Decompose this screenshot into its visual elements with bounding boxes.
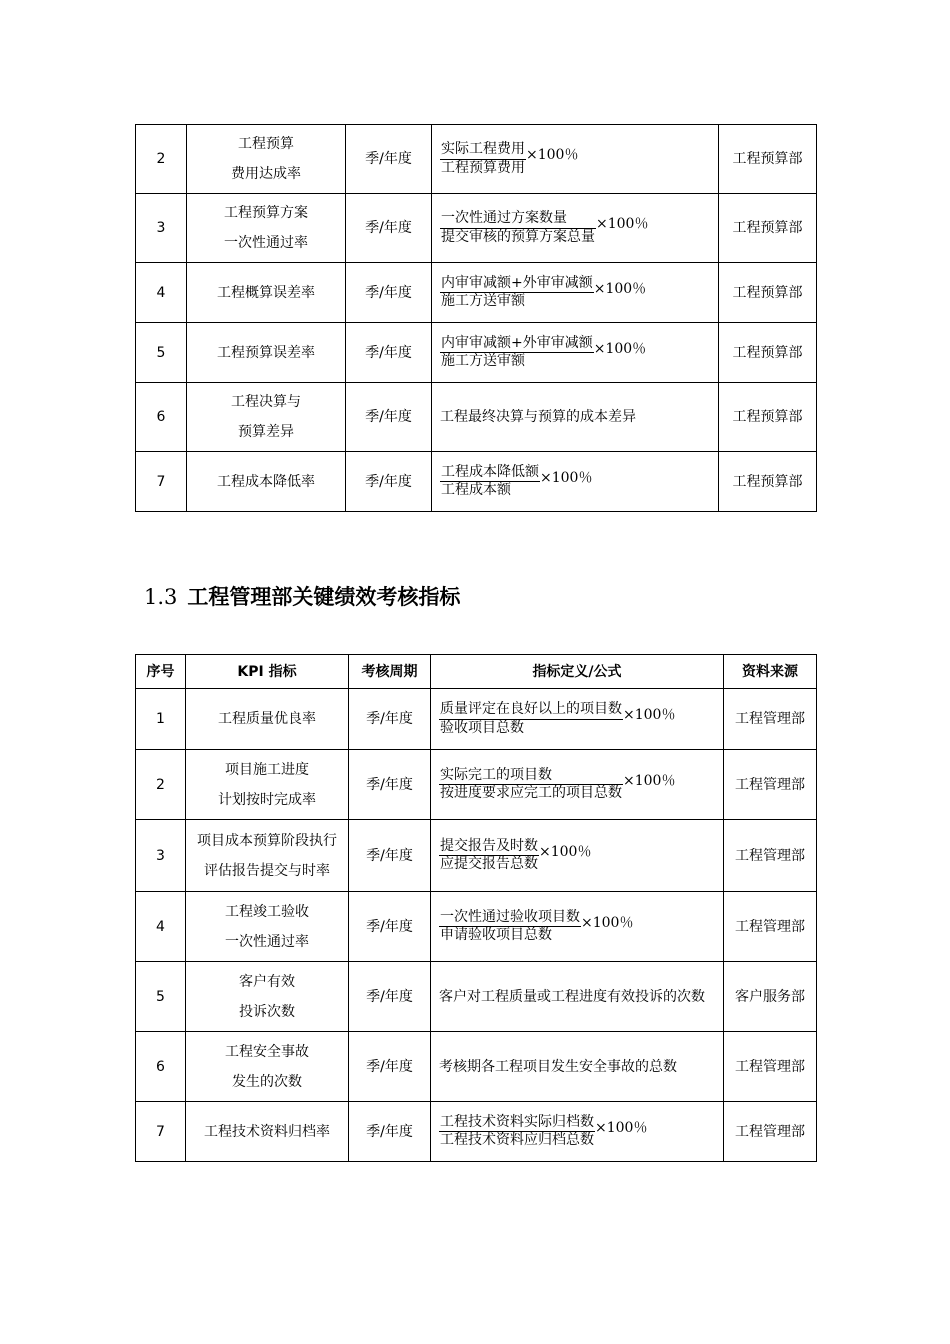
period-cell: 季/年度 <box>346 194 432 263</box>
table-row <box>136 125 817 194</box>
source-department-cell: 工程管理部 <box>724 689 817 750</box>
formula-denominator: 工程预算费用 <box>441 159 525 176</box>
definition-cell <box>431 962 724 1032</box>
kpi-name-line: 一次性通过率 <box>224 235 308 251</box>
kpi-name-line: 工程预算 <box>238 136 294 152</box>
header-period: 考核周期 <box>349 655 431 689</box>
kpi-name-line: 投诉次数 <box>239 1003 295 1020</box>
formula-numerator: 实际工程费用 <box>440 141 526 160</box>
source-department-cell: 客户服务部 <box>724 962 817 1032</box>
source-department-cell: 工程管理部 <box>724 892 817 962</box>
kpi-name-cell <box>186 1102 349 1162</box>
definition-cell <box>431 1032 724 1102</box>
formula-fraction <box>439 838 539 874</box>
definition-text: 考核期各工程项目发生安全事故的总数 <box>439 1058 677 1075</box>
formula-denominator: 工程成本额 <box>441 482 511 498</box>
formula-numerator: 内审审减额+外审审减额 <box>440 275 594 294</box>
formula-numerator: 一次性通过验收项目数 <box>439 909 581 928</box>
row-number-cell: 7 <box>136 1102 186 1162</box>
period-cell: 季/年度 <box>349 1032 431 1102</box>
period-cell: 季/年度 <box>346 452 432 512</box>
kpi-name-line: 评估报告提交与时率 <box>204 862 330 879</box>
table-row <box>136 323 817 383</box>
definition-text: 工程最终决算与预算的成本差异 <box>440 409 636 425</box>
kpi-name-cell <box>186 689 349 750</box>
definition-cell <box>432 125 719 194</box>
kpi-name-cell <box>187 263 346 323</box>
formula-numerator: 工程技术资料实际归档数 <box>439 1114 595 1133</box>
formula-fraction <box>439 701 623 737</box>
source-department-cell: 工程管理部 <box>724 1032 817 1102</box>
kpi-name-cell <box>186 1032 349 1102</box>
table-row <box>136 962 817 1032</box>
header-source: 资料来源 <box>724 655 817 689</box>
row-number-cell: 4 <box>136 263 187 323</box>
kpi-name-line: 工程预算方案 <box>224 205 308 221</box>
source-department-cell: 工程管理部 <box>724 750 817 820</box>
formula-denominator: 按进度要求应完工的项目总数 <box>440 785 622 801</box>
table-row <box>136 820 817 892</box>
definition-cell <box>432 383 719 452</box>
kpi-name-line: 工程竣工验收 <box>225 903 309 920</box>
row-number-cell: 2 <box>136 125 187 194</box>
formula-multiplier: ×100％ <box>540 469 593 486</box>
table-body <box>136 125 817 512</box>
formula-multiplier: ×100％ <box>593 340 647 357</box>
table-row <box>136 689 817 750</box>
source-department-cell: 工程管理部 <box>724 820 817 892</box>
kpi-name-line: 工程概算误差率 <box>217 284 315 301</box>
formula-numerator: 提交报告及时数 <box>439 838 539 857</box>
kpi-name-line: 费用达成率 <box>231 166 301 182</box>
kpi-name-cell <box>186 750 349 820</box>
row-number-cell: 7 <box>136 452 187 512</box>
table-body <box>136 689 817 1162</box>
definition-cell <box>432 452 719 512</box>
period-cell: 季/年度 <box>346 323 432 383</box>
definition-text: 客户对工程质量或工程进度有效投诉的次数 <box>439 988 705 1005</box>
kpi-name-line: 工程成本降低率 <box>217 473 315 490</box>
definition-cell <box>431 1102 724 1162</box>
formula-multiplier: ×100％ <box>623 772 676 789</box>
source-department-cell: 工程预算部 <box>719 452 817 512</box>
table-header-row <box>136 655 817 689</box>
row-number-cell: 6 <box>136 383 187 452</box>
formula-fraction <box>439 767 623 803</box>
row-number-cell: 2 <box>136 750 186 820</box>
formula-multiplier: ×100％ <box>526 147 579 163</box>
kpi-name-cell <box>187 452 346 512</box>
row-number-cell: 3 <box>136 194 187 263</box>
formula-denominator: 验收项目总数 <box>440 719 524 736</box>
period-cell: 季/年度 <box>349 750 431 820</box>
kpi-name-cell <box>187 194 346 263</box>
formula-fraction <box>440 210 596 246</box>
formula-fraction <box>440 141 526 177</box>
kpi-name-line: 工程质量优良率 <box>218 711 316 727</box>
table-row <box>136 1032 817 1102</box>
table-row <box>136 263 817 323</box>
header-definition: 指标定义/公式 <box>431 655 724 689</box>
formula-denominator: 工程技术资料应归档总数 <box>440 1132 594 1148</box>
kpi-name-line: 发生的次数 <box>232 1073 302 1090</box>
row-number-cell: 1 <box>136 689 186 750</box>
period-cell: 季/年度 <box>349 689 431 750</box>
period-cell: 季/年度 <box>346 125 432 194</box>
kpi-name-cell <box>187 125 346 194</box>
formula-fraction <box>440 275 594 311</box>
formula-numerator: 工程成本降低额 <box>440 464 540 483</box>
row-number-cell: 4 <box>136 892 186 962</box>
formula-denominator: 施工方送审额 <box>441 293 525 309</box>
definition-cell <box>432 194 719 263</box>
formula-multiplier: ×100％ <box>539 843 592 860</box>
period-cell: 季/年度 <box>349 962 431 1032</box>
section-title: 工程管理部关键绩效考核指标 <box>187 585 461 609</box>
definition-cell <box>432 263 719 323</box>
table-row <box>136 1102 817 1162</box>
table-row <box>136 892 817 962</box>
period-cell: 季/年度 <box>349 820 431 892</box>
formula-denominator: 申请验收项目总数 <box>440 927 552 943</box>
formula-fraction <box>439 909 581 945</box>
row-number-cell: 6 <box>136 1032 186 1102</box>
source-department-cell: 工程预算部 <box>719 263 817 323</box>
source-department-cell: 工程预算部 <box>719 125 817 194</box>
formula-multiplier: ×100％ <box>623 707 676 723</box>
kpi-table-engineering-budget <box>135 124 817 512</box>
table-row <box>136 194 817 263</box>
formula-multiplier: ×100％ <box>596 216 649 232</box>
definition-cell <box>431 689 724 750</box>
kpi-name-cell <box>187 323 346 383</box>
kpi-name-line: 客户有效 <box>239 973 295 990</box>
definition-cell <box>431 892 724 962</box>
formula-fraction <box>440 464 540 500</box>
period-cell: 季/年度 <box>346 263 432 323</box>
kpi-name-line: 一次性通过率 <box>225 933 309 950</box>
period-cell: 季/年度 <box>349 1102 431 1162</box>
formula-multiplier: ×100％ <box>593 280 647 297</box>
source-department-cell: 工程预算部 <box>719 323 817 383</box>
formula-denominator: 施工方送审额 <box>441 353 525 369</box>
formula-numerator: 内审审减额+外审审减额 <box>440 335 594 354</box>
formula-fraction <box>439 1114 595 1150</box>
section-heading <box>144 581 460 611</box>
source-department-cell: 工程管理部 <box>724 1102 817 1162</box>
row-number-cell: 3 <box>136 820 186 892</box>
formula-fraction <box>440 335 594 371</box>
kpi-name-cell <box>186 820 349 892</box>
header-kpi: KPI 指标 <box>186 655 349 689</box>
kpi-name-cell <box>187 383 346 452</box>
kpi-name-line: 项目成本预算阶段执行 <box>197 832 337 849</box>
kpi-name-line: 工程决算与 <box>231 394 301 410</box>
formula-denominator: 提交审核的预算方案总量 <box>441 228 595 245</box>
table-row <box>136 750 817 820</box>
formula-numerator: 一次性通过方案数量 <box>440 210 596 229</box>
definition-cell <box>432 323 719 383</box>
source-department-cell: 工程预算部 <box>719 194 817 263</box>
header-no: 序号 <box>136 655 186 689</box>
kpi-name-line: 项目施工进度 <box>225 761 309 778</box>
formula-multiplier: ×100％ <box>581 914 634 931</box>
period-cell: 季/年度 <box>346 383 432 452</box>
kpi-name-line: 工程安全事故 <box>225 1043 309 1060</box>
kpi-name-line: 计划按时完成率 <box>218 791 316 808</box>
row-number-cell: 5 <box>136 323 187 383</box>
formula-multiplier: ×100％ <box>595 1119 648 1136</box>
formula-numerator: 质量评定在良好以上的项目数 <box>439 701 623 720</box>
kpi-table-engineering-management <box>135 654 817 1162</box>
kpi-name-cell <box>186 962 349 1032</box>
source-department-cell: 工程预算部 <box>719 383 817 452</box>
section-number: 1.3 <box>144 585 178 609</box>
formula-denominator: 应提交报告总数 <box>440 856 538 872</box>
row-number-cell: 5 <box>136 962 186 1032</box>
kpi-name-line: 预算差异 <box>238 424 294 440</box>
table-row <box>136 383 817 452</box>
kpi-name-cell <box>186 892 349 962</box>
definition-cell <box>431 750 724 820</box>
kpi-name-line: 工程预算误差率 <box>217 344 315 361</box>
period-cell: 季/年度 <box>349 892 431 962</box>
formula-numerator: 实际完工的项目数 <box>439 767 623 786</box>
table-row <box>136 452 817 512</box>
kpi-name-line: 工程技术资料归档率 <box>204 1123 330 1140</box>
definition-cell <box>431 820 724 892</box>
